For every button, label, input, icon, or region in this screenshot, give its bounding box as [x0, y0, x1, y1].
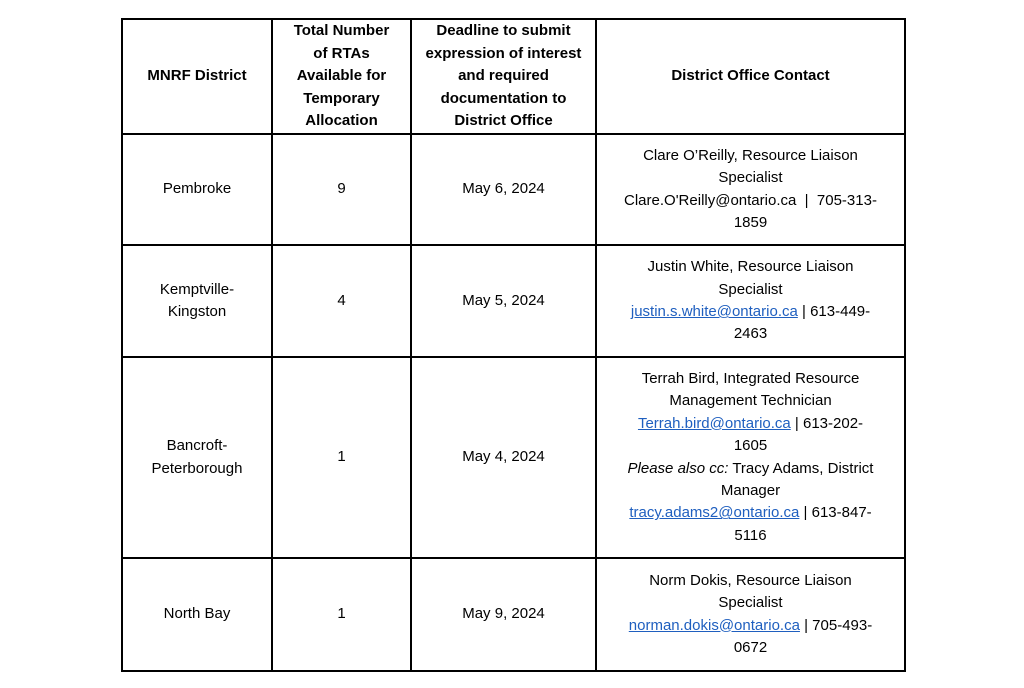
cell-district	[122, 245, 272, 357]
header-contact	[596, 19, 905, 134]
header-rtas-line5: Allocation	[305, 112, 378, 130]
cell-contact	[596, 134, 905, 245]
cell-rtas	[272, 357, 411, 558]
contact-name: Terrah Bird, Integrated Resource	[641, 369, 860, 387]
cc-email-link[interactable]: tracy.adams2@ontario.ca	[629, 504, 800, 522]
contact-phone-part2: 0672	[733, 638, 768, 656]
district-name-line1: Bancroft-	[166, 437, 228, 455]
contact-title: Management Technician	[669, 392, 832, 410]
contact-title: Specialist	[718, 594, 783, 612]
cc-title: Manager	[720, 481, 781, 499]
header-deadline-line1: Deadline to submit	[436, 22, 571, 40]
contact-phone-part2: 1605	[733, 437, 768, 455]
cell-district	[122, 357, 272, 558]
district-name: Pembroke	[162, 180, 232, 198]
cc-prefix: Please also cc:	[627, 459, 729, 477]
cc-email-phone	[603, 502, 898, 524]
header-rtas-line2: of RTAs	[313, 44, 370, 62]
contact-email-link[interactable]: Terrah.bird@ontario.ca	[637, 414, 791, 432]
table-row	[122, 134, 905, 245]
rtas-count: 4	[337, 291, 346, 309]
cell-deadline	[411, 134, 596, 245]
header-deadline-line4: documentation to	[440, 89, 567, 107]
contact-phone-part1: | 613-202-	[790, 414, 864, 432]
header-deadline	[411, 19, 596, 134]
district-name: North Bay	[163, 605, 231, 623]
rtas-count: 1	[337, 605, 346, 623]
cell-contact	[596, 558, 905, 671]
cell-district	[122, 558, 272, 671]
cc-phone-part2: 5116	[734, 526, 767, 544]
contact-email-phone	[603, 301, 898, 323]
header-deadline-line5: District Office	[454, 112, 553, 130]
contact-name: Justin White, Resource Liaison	[647, 258, 854, 276]
rta-allocation-table	[121, 18, 906, 672]
header-rtas	[272, 19, 411, 134]
cc-phone-part1: | 613-847-	[799, 504, 872, 522]
cell-contact	[596, 357, 905, 558]
table-row	[122, 357, 905, 558]
contact-email-phone	[603, 615, 898, 637]
cell-rtas	[272, 245, 411, 357]
table-row	[122, 245, 905, 357]
table-header-row	[122, 19, 905, 134]
contact-email-phone	[603, 190, 898, 212]
rtas-count: 1	[337, 448, 346, 466]
contact-phone-part1: | 705-493-	[799, 616, 873, 634]
cc-name: Tracy Adams, District	[728, 459, 874, 477]
cell-rtas	[272, 558, 411, 671]
header-rtas-line1: Total Number	[293, 22, 390, 40]
cc-line	[603, 458, 898, 480]
header-rtas-line3: Available for	[296, 67, 387, 85]
contact-title: Specialist	[718, 280, 783, 298]
district-name-line1: Kemptville-	[159, 280, 235, 298]
deadline-date: May 6, 2024	[462, 180, 545, 198]
contact-phone-part2: 1859	[733, 213, 768, 231]
contact-name: Clare O’Reilly, Resource Liaison	[643, 146, 858, 164]
district-name-line2: Peterborough	[151, 459, 243, 477]
table-row	[122, 558, 905, 671]
cell-rtas	[272, 134, 411, 245]
cell-district	[122, 134, 272, 245]
deadline-date: May 5, 2024	[462, 291, 545, 309]
cell-contact	[596, 245, 905, 357]
contact-email-link[interactable]: norman.dokis@ontario.ca	[628, 616, 800, 634]
contact-name: Norm Dokis, Resource Liaison	[649, 571, 852, 589]
rtas-count: 9	[337, 180, 346, 198]
deadline-date: May 9, 2024	[462, 605, 545, 623]
contact-title: Specialist	[718, 169, 783, 187]
header-district-text: MNRF District	[147, 67, 247, 85]
contact-phone-part2: 2463	[733, 325, 768, 343]
header-contact-text: District Office Contact	[671, 67, 830, 85]
header-district	[122, 19, 272, 134]
header-rtas-line4: Temporary	[303, 89, 380, 107]
cell-deadline	[411, 558, 596, 671]
cell-deadline	[411, 245, 596, 357]
contact-email[interactable]: Clare.O'Reilly@ontario.ca	[624, 191, 797, 209]
district-name-line2: Kingston	[167, 303, 227, 320]
contact-email-link[interactable]: justin.s.white@ontario.ca	[630, 303, 798, 320]
header-deadline-line3: and required	[458, 67, 549, 85]
contact-email-phone	[603, 413, 898, 435]
cell-deadline	[411, 357, 596, 558]
contact-phone-part1: | 613-449-	[797, 303, 871, 320]
deadline-date: May 4, 2024	[462, 448, 545, 466]
contact-phone-part1: | 705-313-	[796, 191, 877, 209]
header-deadline-line2: expression of interest	[425, 44, 582, 62]
